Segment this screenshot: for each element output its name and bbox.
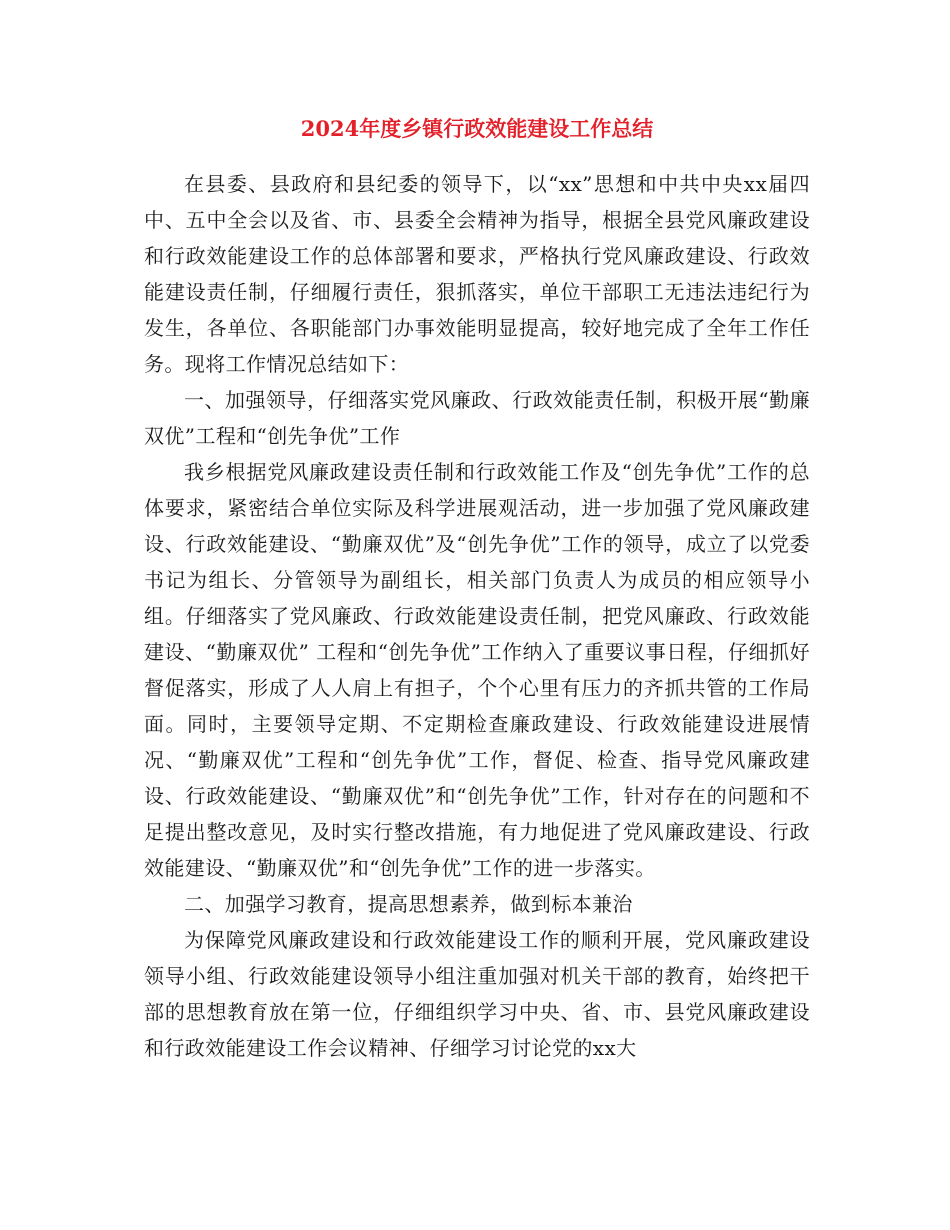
paragraph-section-2: 为保障党风廉政建设和行政效能建设工作的顺利开展，党风廉政建设领导小组、行政效能建设领导小组注重加强对机关干部的教育，始终把干部的思想教育放在第一位，仔细组织学习中央、省、市、县党风廉政建设和行政效能建设工作会议精神、仔细学习讨论党的xx大 bbox=[144, 928, 810, 1060]
section-heading-1: 一、加强领导，仔细落实党风廉政、行政效能责任制，积极开展“勤廉双优”工程和“创先争优”工作 bbox=[144, 388, 810, 448]
paragraph-section-1: 我乡根据党风廉政建设责任制和行政效能工作及“创先争优”工作的总体要求，紧密结合单位实际及科学进展观活动，进一步加强了党风廉政建设、行政效能建设、“勤廉双优”及“创先争优”工作的领导，成立了以党委书记为组长、分管领导为副组长，相关部门负责人为成员的相应领导小组。仔细落实了党风廉政、行政效能建设责任制，把党风廉政、行政效能建设、“勤廉双优” 工程和“创先争优”工作纳入了重要议事日程，仔细抓好督促落实，形成了人人肩上有担子，个个心里有压力的齐抓共管的工作局面。同时，主要领导定期、不定期检查廉政建设、行政效能建设进展情况、“勤廉双优”工程和“创先争优”工作，督促、检查、指导党风廉政建设、行政效能建设、“勤廉双优”和“创先争优”工作，针对存在的问题和不足提出整改意见，及时实行整改措施，有力地促进了党风廉政建设、行政效能建设、“勤廉双优”和“创先争优”工作的进一步落实。 bbox=[144, 460, 810, 880]
paragraph-intro: 在县委、县政府和县纪委的领导下，以“xx”思想和中共中央xx届四中、五中全会以及省、市、县委全会精神为指导，根据全县党风廉政建设和行政效能建设工作的总体部署和要求，严格执行党风廉政建设、行政效能建设责任制，仔细履行责任，狠抓落实，单位干部职工无违法违纪行为发生，各单位、各职能部门办事效能明显提高，较好地完成了全年工作任务。现将工作情况总结如下： bbox=[144, 172, 810, 376]
document-title: 2024年度乡镇行政效能建设工作总结 bbox=[300, 116, 654, 141]
section-heading-2: 二、加强学习教育，提高思想素养，做到标本兼治 bbox=[184, 892, 633, 916]
